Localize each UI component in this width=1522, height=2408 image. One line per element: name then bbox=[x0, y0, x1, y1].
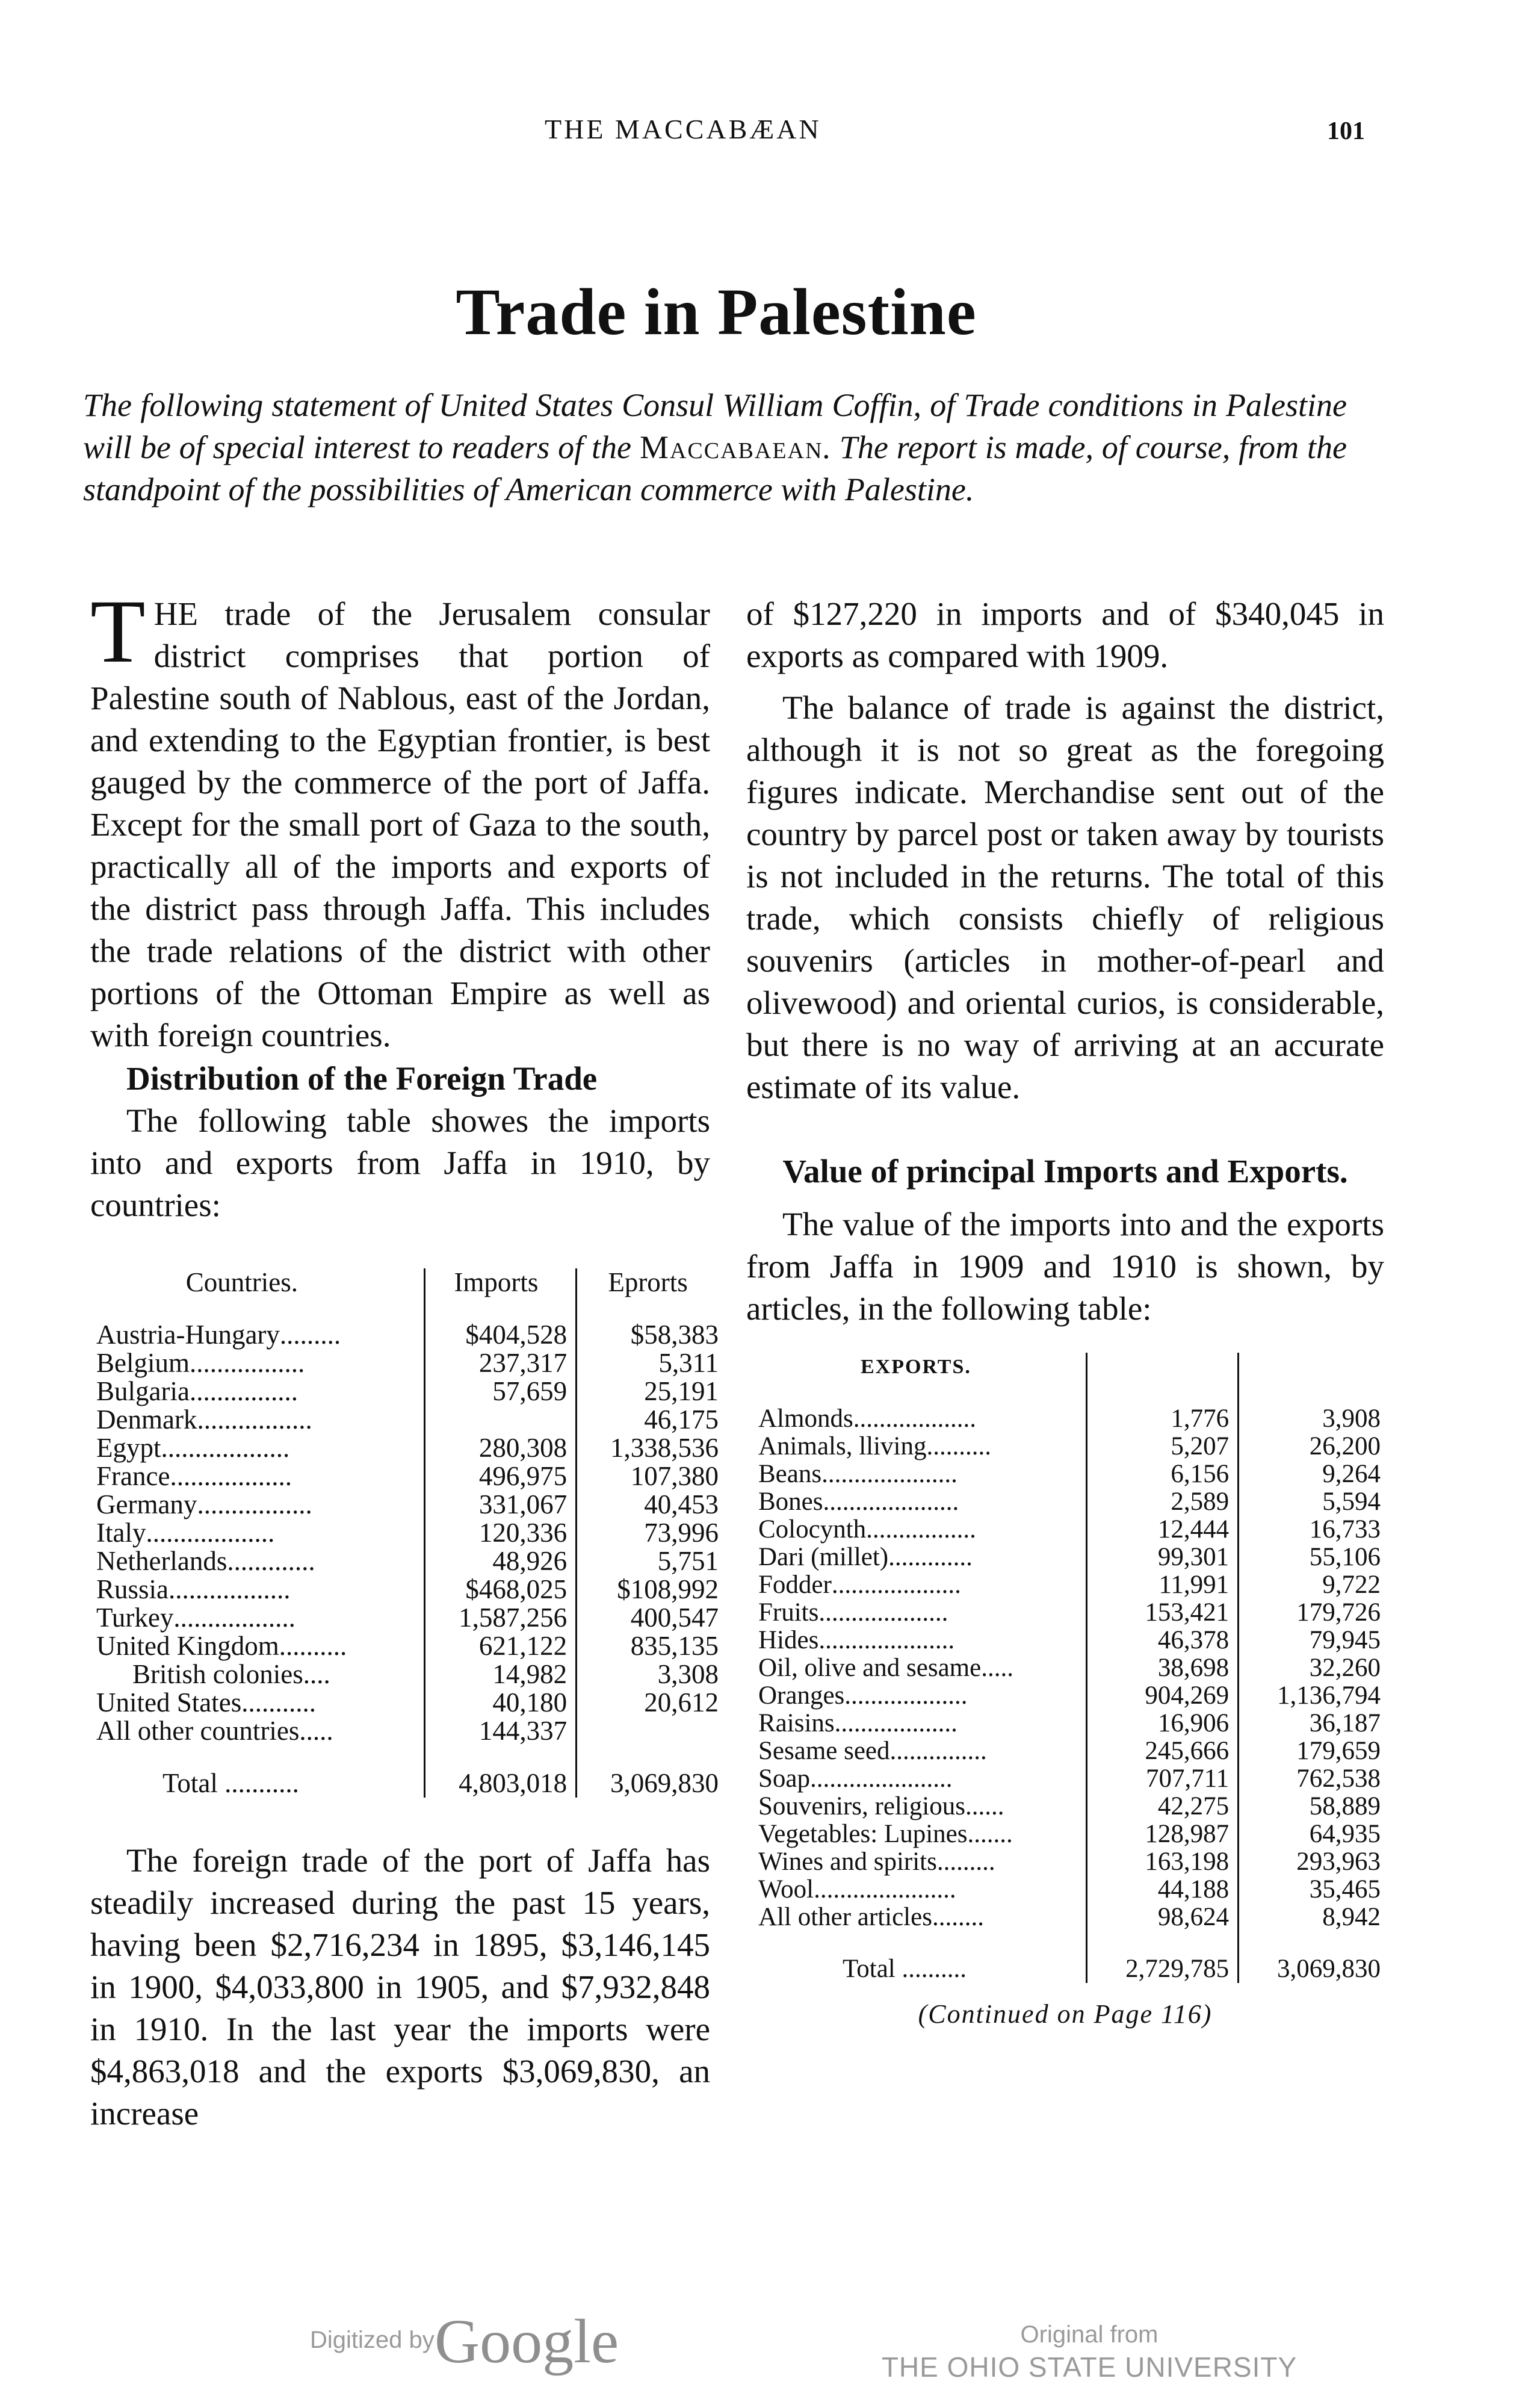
original-from-label: Original from bbox=[1020, 2321, 1159, 2348]
exports-table-row bbox=[758, 1405, 1384, 1433]
exports-table-row bbox=[758, 1460, 1384, 1488]
countries-table-row bbox=[96, 1377, 722, 1406]
article-name: Oil, olive and sesame..... bbox=[758, 1654, 1013, 1682]
article-value-1909: 2,589 bbox=[1086, 1488, 1238, 1516]
body-paragraph-2: The following table showes the imports into and exports from Jaffa in 1910, by countries: bbox=[90, 1102, 710, 1223]
article-value-1910: 3,908 bbox=[1239, 1405, 1384, 1433]
countries-table-row bbox=[96, 1689, 722, 1717]
article-value-1910: 1,136,794 bbox=[1239, 1682, 1384, 1710]
countries-table-header bbox=[96, 1268, 722, 1321]
exports-table-row bbox=[758, 1627, 1384, 1654]
country-imports: 40,180 bbox=[424, 1689, 576, 1717]
left-column bbox=[90, 582, 719, 2135]
digitized-by-label: Digitized by bbox=[310, 2327, 435, 2353]
article-value-1909: 6,156 bbox=[1086, 1460, 1238, 1488]
article-value-1909: 1,776 bbox=[1086, 1405, 1238, 1433]
article-value-1910: 179,659 bbox=[1239, 1737, 1384, 1765]
country-imports bbox=[424, 1406, 576, 1434]
article-title: Trade in Palestine bbox=[456, 275, 977, 349]
article-value-1909: 11,991 bbox=[1086, 1571, 1238, 1599]
countries-table-row bbox=[96, 1491, 722, 1519]
right-column bbox=[746, 593, 1384, 2029]
country-exports: 400,547 bbox=[577, 1604, 722, 1632]
countries-table-row bbox=[96, 1575, 722, 1604]
country-name: Turkey.................. bbox=[96, 1603, 295, 1633]
article-value-1910: 64,935 bbox=[1239, 1820, 1384, 1848]
countries-table-row bbox=[96, 1547, 722, 1575]
exports-table-row bbox=[758, 1544, 1384, 1571]
countries-table-row bbox=[96, 1321, 722, 1349]
country-exports: 46,175 bbox=[577, 1406, 722, 1434]
university-label: THE OHIO STATE UNIVERSITY bbox=[881, 2351, 1298, 2383]
country-exports: 25,191 bbox=[577, 1377, 722, 1406]
article-value-1910: 293,963 bbox=[1239, 1848, 1384, 1876]
article-name: Soap...................... bbox=[758, 1764, 953, 1793]
article-value-1909: 16,906 bbox=[1086, 1710, 1238, 1737]
country-exports: 73,996 bbox=[577, 1519, 722, 1547]
body-paragraph-5: The balance of trade is against the district, although it is not so great as the foregoing figures indicate. Merchandise sent out of the country by parcel post or taken away by tourists is not included in the returns. The total of this trade, which consists chiefly of religious souvenirs (articles in mother-of-pearl and olivewood) and oriental curios, is considerable, but there is no way of arriving at an accurate estimate of its value. bbox=[746, 689, 1384, 1105]
article-name: Fodder.................... bbox=[758, 1571, 961, 1599]
country-name: Egypt................... bbox=[96, 1433, 290, 1463]
countries-table-row bbox=[96, 1717, 722, 1745]
article-name: Almonds................... bbox=[758, 1404, 976, 1433]
exports-table-row bbox=[758, 1737, 1384, 1765]
article-value-1909: 707,711 bbox=[1086, 1765, 1238, 1793]
exports-table-row bbox=[758, 1433, 1384, 1460]
country-name: United Kingdom.......... bbox=[96, 1631, 347, 1661]
countries-table-row bbox=[96, 1434, 722, 1462]
country-imports: 120,336 bbox=[424, 1519, 576, 1547]
country-name: United States........... bbox=[96, 1687, 316, 1718]
country-exports: 1,338,536 bbox=[577, 1434, 722, 1462]
exports-table-row bbox=[758, 1488, 1384, 1516]
country-imports: 621,122 bbox=[424, 1632, 576, 1660]
article-value-1910: 26,200 bbox=[1239, 1433, 1384, 1460]
country-name: Austria-Hungary......... bbox=[96, 1320, 341, 1350]
article-value-1910: 36,187 bbox=[1239, 1710, 1384, 1737]
article-value-1909: 163,198 bbox=[1086, 1848, 1238, 1876]
article-name: Wines and spirits......... bbox=[758, 1848, 995, 1876]
article-value-1909: 99,301 bbox=[1086, 1544, 1238, 1571]
country-exports: $58,383 bbox=[577, 1321, 722, 1349]
article-value-1910: 32,260 bbox=[1239, 1654, 1384, 1682]
country-imports: 331,067 bbox=[424, 1491, 576, 1519]
running-title: THE MACCABÆAN bbox=[545, 114, 821, 144]
exports-total-1910: 3,069,830 bbox=[1239, 1931, 1384, 1983]
col-header-imports: Imports bbox=[424, 1268, 576, 1321]
article-value-1910: 5,594 bbox=[1239, 1488, 1384, 1516]
article-value-1909: 38,698 bbox=[1086, 1654, 1238, 1682]
total-imports: 4,803,018 bbox=[424, 1745, 576, 1798]
exports-table-row bbox=[758, 1682, 1384, 1710]
country-imports: 496,975 bbox=[424, 1462, 576, 1491]
country-imports: $404,528 bbox=[424, 1321, 576, 1349]
country-name: British colonies.... bbox=[132, 1659, 330, 1689]
countries-table-row bbox=[96, 1604, 722, 1632]
article-value-1910: 9,722 bbox=[1239, 1571, 1384, 1599]
article-value-1909: 44,188 bbox=[1086, 1876, 1238, 1904]
exports-table-row bbox=[758, 1765, 1384, 1793]
country-name: Netherlands............. bbox=[96, 1546, 315, 1576]
intro-journal-name: Maccabaean bbox=[639, 429, 823, 465]
article-value-1910: 35,465 bbox=[1239, 1876, 1384, 1904]
countries-table-row bbox=[96, 1660, 722, 1689]
countries-total-row bbox=[96, 1745, 722, 1798]
article-name: Bones..................... bbox=[758, 1488, 959, 1516]
article-name: Sesame seed............... bbox=[758, 1737, 987, 1765]
article-name: Fruits.................... bbox=[758, 1598, 948, 1627]
exports-total-1909: 2,729,785 bbox=[1086, 1931, 1238, 1983]
exports-header-spacer-2 bbox=[1239, 1353, 1384, 1405]
article-name: Dari (millet)............. bbox=[758, 1543, 973, 1571]
body-paragraph-1-text: HE trade of the Jerusalem consular district comprises that portion of Palestine south of Nablous, east of the Jordan, and extending to the Egyptian frontier, is best gauged by the commerce of the port of Jaffa. Except for the small port of Gaza to the south, practically all of the imports and exports of the district pass through Jaffa. This includes the trade relations of the district with other portions of the Ottoman Empire as well as with foreign countries. bbox=[90, 595, 710, 1054]
article-name: Vegetables: Lupines....... bbox=[758, 1820, 1013, 1848]
article-value-1910: 16,733 bbox=[1239, 1516, 1384, 1544]
running-head bbox=[0, 113, 1522, 149]
intro-paragraph bbox=[83, 384, 1347, 510]
page-number: 101 bbox=[1327, 117, 1365, 145]
countries-table bbox=[96, 1268, 722, 1798]
country-exports bbox=[577, 1717, 722, 1745]
article-name: Oranges................... bbox=[758, 1681, 968, 1710]
country-name: France.................. bbox=[96, 1461, 292, 1491]
country-exports: $108,992 bbox=[577, 1575, 722, 1604]
drop-cap: T bbox=[90, 582, 146, 681]
countries-table-row bbox=[96, 1519, 722, 1547]
article-value-1909: 42,275 bbox=[1086, 1793, 1238, 1820]
countries-table-row bbox=[96, 1349, 722, 1377]
country-imports: 144,337 bbox=[424, 1717, 576, 1745]
article-name: All other articles........ bbox=[758, 1903, 984, 1931]
country-imports: 1,587,256 bbox=[424, 1604, 576, 1632]
country-name: Russia.................. bbox=[96, 1574, 291, 1604]
exports-table-row bbox=[758, 1848, 1384, 1876]
article-value-1910: 58,889 bbox=[1239, 1793, 1384, 1820]
exports-table-row bbox=[758, 1793, 1384, 1820]
exports-header-spacer-1 bbox=[1086, 1353, 1238, 1405]
country-exports: 3,308 bbox=[577, 1660, 722, 1689]
exports-table-row bbox=[758, 1904, 1384, 1931]
country-exports: 835,135 bbox=[577, 1632, 722, 1660]
article-value-1909: 128,987 bbox=[1086, 1820, 1238, 1848]
country-exports: 40,453 bbox=[577, 1491, 722, 1519]
article-name: Wool...................... bbox=[758, 1875, 956, 1904]
body-paragraph-3: The foreign trade of the port of Jaffa has steadily increased during the past 15 years, having been $2,716,234 in 1895, $3,146,145 in 1900, $4,033,800 in 1905, and $7,932,848 in 1910. In the last year the imports were $4,863,018 and the exports $3,069,830, an increase bbox=[90, 1842, 710, 2132]
country-imports: 280,308 bbox=[424, 1434, 576, 1462]
exports-table-row bbox=[758, 1820, 1384, 1848]
total-label: Total ........... bbox=[162, 1768, 299, 1798]
countries-table-row bbox=[96, 1462, 722, 1491]
subheading-distribution: Distribution of the Foreign Trade bbox=[126, 1060, 598, 1097]
continued-note: (Continued on Page 116) bbox=[918, 1999, 1213, 2029]
google-logo: Google bbox=[435, 2307, 619, 2376]
exports-table-row bbox=[758, 1571, 1384, 1599]
country-exports: 5,751 bbox=[577, 1547, 722, 1575]
article-value-1910: 79,945 bbox=[1239, 1627, 1384, 1654]
country-imports: $468,025 bbox=[424, 1575, 576, 1604]
article-name: Colocynth................. bbox=[758, 1515, 976, 1544]
total-exports: 3,069,830 bbox=[577, 1745, 722, 1798]
article-value-1910: 9,264 bbox=[1239, 1460, 1384, 1488]
country-name: Germany................. bbox=[96, 1489, 312, 1519]
exports-total-label: Total .......... bbox=[843, 1955, 967, 1983]
article-value-1909: 98,624 bbox=[1086, 1904, 1238, 1931]
exports-total-row bbox=[758, 1931, 1384, 1983]
exports-header: EXPORTS. bbox=[861, 1356, 971, 1378]
country-name: All other countries..... bbox=[96, 1716, 333, 1746]
article-value-1909: 46,378 bbox=[1086, 1627, 1238, 1654]
exports-table-row bbox=[758, 1654, 1384, 1682]
exports-table-header bbox=[758, 1353, 1384, 1405]
intro-text-end: . The report is made, of course, from the standpoint of the possibilities of American commerce with Palestine. bbox=[83, 429, 1347, 507]
article-value-1909: 904,269 bbox=[1086, 1682, 1238, 1710]
exports-table-row bbox=[758, 1710, 1384, 1737]
country-imports: 48,926 bbox=[424, 1547, 576, 1575]
article-value-1909: 153,421 bbox=[1086, 1599, 1238, 1627]
subheading-value: Value of principal Imports and Exports. bbox=[782, 1153, 1348, 1190]
country-exports: 107,380 bbox=[577, 1462, 722, 1491]
country-imports: 57,659 bbox=[424, 1377, 576, 1406]
country-name: Bulgaria................ bbox=[96, 1376, 298, 1406]
exports-table-row bbox=[758, 1516, 1384, 1544]
exports-table-row bbox=[758, 1876, 1384, 1904]
country-imports: 237,317 bbox=[424, 1349, 576, 1377]
exports-table-row bbox=[758, 1599, 1384, 1627]
article-value-1909: 12,444 bbox=[1086, 1516, 1238, 1544]
article-value-1909: 245,666 bbox=[1086, 1737, 1238, 1765]
article-value-1910: 179,726 bbox=[1239, 1599, 1384, 1627]
col-header-exports: Eprorts bbox=[577, 1268, 722, 1321]
original-from-block bbox=[867, 2320, 1312, 2385]
body-paragraph-6: The value of the imports into and the exports from Jaffa in 1909 and 1910 is shown, by articles, in the following table: bbox=[746, 1206, 1384, 1327]
article-value-1910: 8,942 bbox=[1239, 1904, 1384, 1931]
body-paragraph-1 bbox=[90, 582, 710, 1057]
country-exports: 5,311 bbox=[577, 1349, 722, 1377]
country-exports: 20,612 bbox=[577, 1689, 722, 1717]
intro-text: The following statement of United States Consul William Coffin, of Trade conditions in Palestine will be of special interest to readers of the bbox=[83, 387, 1347, 465]
article-name: Beans..................... bbox=[758, 1460, 957, 1488]
article-name: Souvenirs, religious...... bbox=[758, 1792, 1004, 1820]
countries-table-row bbox=[96, 1406, 722, 1434]
article-name: Animals, lliving.......... bbox=[758, 1432, 991, 1460]
article-name: Hides..................... bbox=[758, 1626, 955, 1654]
country-name: Belgium................. bbox=[96, 1348, 305, 1378]
article-value-1910: 55,106 bbox=[1239, 1544, 1384, 1571]
exports-table bbox=[758, 1353, 1384, 1983]
article-value-1910: 762,538 bbox=[1239, 1765, 1384, 1793]
country-imports: 14,982 bbox=[424, 1660, 576, 1689]
body-paragraph-4: of $127,220 in imports and of $340,045 in exports as compared with 1909. bbox=[746, 595, 1384, 674]
countries-table-row bbox=[96, 1632, 722, 1660]
col-header-countries: Countries. bbox=[185, 1267, 298, 1297]
article-value-1909: 5,207 bbox=[1086, 1433, 1238, 1460]
country-name: Denmark................. bbox=[96, 1404, 312, 1435]
country-name: Italy................... bbox=[96, 1518, 275, 1548]
article-name: Raisins................... bbox=[758, 1709, 957, 1737]
